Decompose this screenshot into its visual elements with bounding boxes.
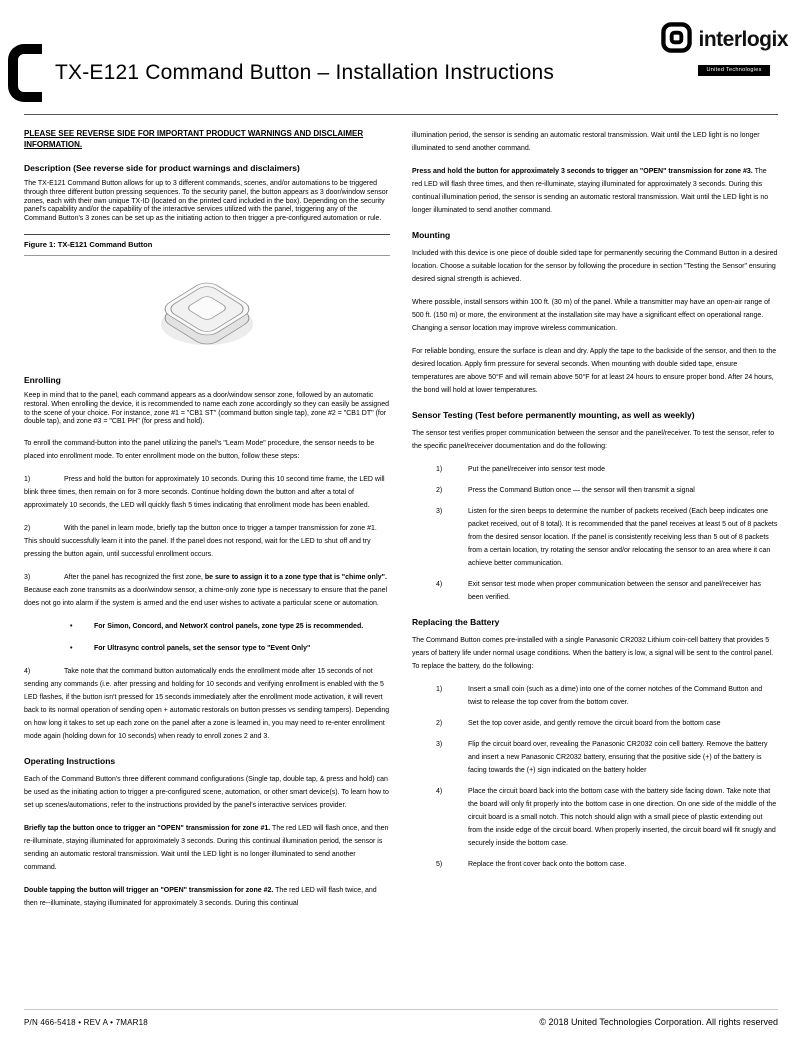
brand-name: interlogix: [698, 28, 788, 51]
battery-heading: Replacing the Battery: [412, 617, 500, 627]
step-number: 2): [24, 525, 31, 533]
step-number: 1): [24, 476, 31, 484]
battery-step-2: [436, 717, 778, 730]
sensor-step-1: [436, 463, 778, 476]
battery-step-5: [436, 858, 778, 871]
step-text: With the panel in learn mode, briefly tap the button once to trigger a tamper transmission for zone #1. This should successfully learn it into the panel. If the panel does not respond, wait for the LED to shut off and try pressing the button again, until successful enrollment occurs.: [24, 525, 377, 559]
bullet-marker: •: [70, 623, 73, 631]
sensor-testing-heading: Sensor Testing (Test before permanently mounting, as well as weekly): [412, 410, 695, 420]
mounting-paragraph-3: For reliable bonding, ensure the surface is clean and dry. Apply the tape to the backside of the sensor, and then to the desired location. Apply firm pressure for several seconds. When mounting with double sided tape, ensure temperatures are above 50°F and will remain above 50°F for at least 24 hours to ensure proper bond. After 24 hours, the bond will hold at lower temperatures.: [412, 348, 777, 394]
step-text-bold: be sure to assign it to a zone type that is "chime only".: [204, 574, 387, 582]
command-button-illustration: [127, 262, 287, 360]
battery-steps: [436, 683, 778, 871]
bullet-text: For Simon, Concord, and NetworX control panels, zone type 25 is recommended.: [94, 623, 364, 631]
bullet-item-ultrasync: [70, 642, 390, 655]
content: [24, 129, 778, 920]
enroll-step-4: [24, 665, 390, 743]
battery-step-1: [436, 683, 778, 709]
step-text: Press the Command Button once — the sensor will then transmit a signal: [468, 487, 695, 494]
step-number: 4): [24, 668, 31, 676]
sensor-testing-intro: The sensor test verifies proper communication between the sensor and the panel/receiver. To test the sensor, refer to the specific panel/receiver documentation and do the following:: [412, 430, 775, 450]
step-text: Replace the front cover back onto the bottom case.: [468, 861, 627, 868]
sensor-testing-steps: [436, 463, 778, 604]
step-number: 1): [436, 466, 443, 473]
zone3-rest: The red LED will flash three times, and then re-illuminate, staying illuminated for approximately 3 seconds. During this continual illumination period, the sensor is sending an automatic restoral transmission. Wait until the LED light is no longer illuminated to send another command.: [412, 168, 769, 214]
step-text: Take note that the command button automatically ends the enrollment mode after 15 seconds of not sending any commands (i.e. after pressing and holding for 10 seconds and verifying enrollment is enabled with the 5 LED flashes, if the button isn't pressed for 15 seconds immediately after the enrollment mode activation, it will revert back to its normal operation of sending open + automatic restorals on button presses vs sending tampers). Depending on how long it takes to set up each zone on the panel after a zone is learned in, you may need to re-enter enrollment mode again (holding down for 10 seconds) when ready to enroll zones 2 and 3.: [24, 668, 390, 741]
zone2-bold-lead: Double tapping the button will trigger an "OPEN" transmission for zone #2.: [24, 887, 274, 895]
footer: [24, 1009, 778, 1027]
header-divider: [24, 114, 778, 115]
zone2-rest: The red LED will flash twice, and then re--illuminate, staying illuminated for approximately 3 seconds. During this continual: [24, 887, 377, 908]
brand-tagline: United Technologies: [698, 65, 769, 76]
copyright: © 2018 United Technologies Corporation. All rights reserved: [539, 1017, 778, 1027]
step-text: Insert a small coin (such as a dime) into one of the corner notches of the Command Button and twist to release the top cover from the bottom cover.: [468, 686, 763, 706]
zone1-bold-lead: Briefly tap the button once to trigger an "OPEN" transmission for zone #1.: [24, 825, 271, 833]
mounting-paragraph-2: Where possible, install sensors within 100 ft. (30 m) of the panel. While a transmitter may have an open-air range of 500 ft. (150 m) or more, the environment at the installation site may have a significant effect on operational range. Changing a sensor location may improve wireless communication.: [412, 299, 770, 332]
sensor-step-2: [436, 484, 778, 497]
zone1-rest: The red LED will flash once, and then re-illuminate, staying illuminated for approximately 3 seconds. During this continual illumination period, the sensor is sending an automatic restoral transmission. Wait until the LED light is no longer illuminated to send another command.: [24, 825, 389, 872]
step-number: 3): [436, 508, 443, 515]
warning-notice: PLEASE SEE REVERSE SIDE FOR IMPORTANT PRODUCT WARNINGS AND DISCLAIMER INFORMATION.: [24, 129, 364, 149]
sensor-step-3: [436, 505, 778, 570]
enroll-step-2: [24, 522, 390, 561]
left-column: [24, 129, 390, 920]
enrolling-heading: Enrolling: [24, 374, 61, 385]
step-number: 2): [436, 720, 443, 727]
step-text: Place the circuit board back into the bottom case with the battery side facing down. Take note that the board will only fit properly into the bottom case in one direction. On one side of the middle of the circuit board is a small notch. This notch should align with a small piece of plastic extending out from the inside edge of the circuit board. When properly inserted, the circuit board will fit snugly and securely inside the bottom case.: [468, 788, 777, 847]
interlogix-logo-icon: [661, 22, 692, 58]
description-heading: Description (See reverse side for product warnings and disclaimers): [24, 163, 300, 173]
step-text: Flip the circuit board over, revealing the Panasonic CR2032 coin cell battery. Remove the battery and insert a new Panasonic CR2032 battery, ensuring that the positive side (+) of the battery is facing towards the (+) sign indicated on the battery holder: [468, 741, 768, 774]
battery-step-3: [436, 738, 778, 777]
step-text: Exit sensor test mode when proper communication between the sensor and panel/receiver has been verified.: [468, 581, 761, 601]
brand-block: [661, 22, 788, 76]
bullet-item-simon: [70, 620, 390, 633]
operating-paragraph-1: Each of the Command Button's three different command configurations (Single tap, double tap, & press and hold) can be used as the initiating action to trigger a pre-configured scene, automation, or other smart device(s). To learn how to set up scenes/automations, refer to the instructions provided by the panel's interactive services provider.: [24, 776, 389, 810]
operating-heading: Operating Instructions: [24, 756, 116, 767]
figure-1: [24, 262, 390, 362]
mounting-paragraph-1: Included with this device is one piece of double sided tape for permanently securing the Command Button in a desired location. Choose a suitable location for the sensor by following the procedure in section "Testing the Sensor" ensuring desired signal strength is achieved.: [412, 250, 778, 283]
bracket-logo-icon: [8, 44, 42, 102]
figure-caption: Figure 1: TX-E121 Command Button: [24, 234, 390, 256]
step-text: Listen for the siren beeps to determine the number of packets received (Each beep indicates one packet received, out of 8 total). It is recommended that the panel receives at least 5 out of 8 packets from the desired sensor location. If the panel is consistently receiving less than 5 out of 8 packets from a certain location, try rotating the sensor and/or relocating the sensor to an area where it can achieve better communication.: [468, 508, 778, 567]
step-number: 2): [436, 487, 443, 494]
step-number: 4): [436, 788, 443, 795]
enrolling-paragraph-2: To enroll the command-button into the panel utilizing the panel's "Learn Mode" procedure, the sensor needs to be placed into enrollment mode. To enter enrollment mode on the button, follow these steps:: [24, 440, 375, 461]
step-number: 5): [436, 861, 443, 868]
zone1-paragraph: [24, 822, 390, 874]
step-number: 3): [436, 741, 443, 748]
mounting-heading: Mounting: [412, 230, 451, 240]
step-text: Put the panel/receiver into sensor test mode: [468, 466, 605, 473]
enroll-step-1: [24, 473, 390, 512]
enrolling-paragraph-1: Keep in mind that to the panel, each command appears as a door/window sensor zone, followed by an automatic restoral. When enrolling the device, it is recommended to name each zone accordingly so they can easily be assigned to the scene of your choice. For instance, zone #1 = "CB1 ST" (command button single tap), zone #2 = "CB1 DT" (for double tap), and zone #3 = "CB1 PH" (for press and hold).: [24, 391, 389, 426]
step-text-post: Because each zone transmits as a door/window sensor, a chime-only zone type is necessary to ensure that the panel does not go into alarm if the system is armed and the end user wishes to activate a particular scene or automation.: [24, 587, 388, 608]
step-number: 3): [24, 574, 31, 582]
bullet-text: For Ultrasync control panels, set the sensor type to "Event Only": [94, 645, 311, 653]
step-text: Set the top cover aside, and gently remove the circuit board from the bottom case: [468, 720, 721, 727]
page-title: TX-E121 Command Button – Installation Instructions: [55, 61, 555, 84]
panel-bullets: [24, 620, 390, 655]
description-paragraph: The TX-E121 Command Button allows for up to 3 different commands, scenes, and/or automations to be triggered through three different button pressing sequences. To the security panel, the button appears as 3 door/window sensor zones, each with their own unique TX-ID (located on the printed card included in the box). Depending on the security panel's capability and/or the capability of the interactive services utilized with the panel, triggering any of the Command Button's 3 zones can be set up as the initiating action to then trigger a pre-configured automation or rule.: [24, 180, 388, 223]
enroll-step-3: [24, 571, 390, 610]
step-text: Press and hold the button for approximately 10 seconds. During this 10 second time frame, the LED will blink three times, then remain on for 3 more seconds. Continue holding down the button and after a total of approximately 10 seconds, the LED will quickly flash 5 times indicating that enrollment mode has been enabled.: [24, 476, 385, 510]
zone3-bold-lead: Press and hold the button for approximately 3 seconds to trigger an "OPEN" transmission for zone #3.: [412, 168, 753, 175]
right-column: [412, 129, 778, 920]
step-number: 1): [436, 686, 443, 693]
brand-row: [661, 22, 788, 58]
zone3-paragraph: [412, 165, 778, 217]
bullet-marker: •: [70, 645, 73, 653]
zone2-paragraph: [24, 884, 390, 910]
step-text-pre: After the panel has recognized the first zone,: [64, 574, 205, 582]
part-number: P/N 466-5418 • REV A • 7MAR18: [24, 1018, 148, 1027]
battery-step-4: [436, 785, 778, 850]
battery-intro: The Command Button comes pre-installed with a single Panasonic CR2032 Lithium coin-cell battery that provides 5 years of battery life under normal usage conditions. When the battery is low, a signal will be sent to the control panel. To replace the battery, do the following:: [412, 637, 774, 670]
zone2-continuation-paragraph: illumination period, the sensor is sending an automatic restoral transmission. Wait until the LED light is no longer illuminated to send another command.: [412, 132, 760, 152]
step-number: 4): [436, 581, 443, 588]
sensor-step-4: [436, 578, 778, 604]
